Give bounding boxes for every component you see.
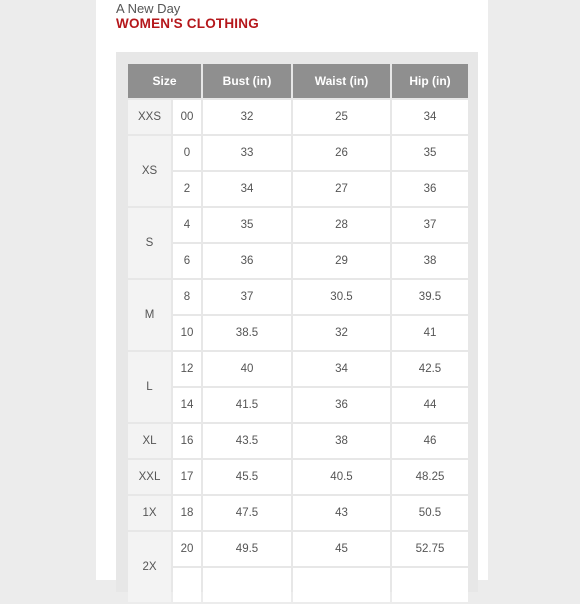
table-row [128,208,468,242]
waist-value: 36 [293,388,390,422]
bust-value: 49.5 [203,532,291,566]
bust-value: 33 [203,136,291,170]
header-bust: Bust (in) [203,64,291,98]
bust-value [203,568,291,602]
header-size: Size [128,64,201,98]
size-number: 10 [173,316,201,350]
brand-name: A New Day [116,1,181,16]
table-row [128,244,468,278]
size-chart-body [128,100,468,602]
table-row [128,496,468,530]
hip-value: 46 [392,424,468,458]
bust-value: 41.5 [203,388,291,422]
hip-value: 50.5 [392,496,468,530]
waist-value: 34 [293,352,390,386]
size-number: 8 [173,280,201,314]
size-label: XL [128,424,171,458]
table-row [128,100,468,134]
hip-value: 37 [392,208,468,242]
bust-value: 36 [203,244,291,278]
size-label: XXS [128,100,171,134]
waist-value: 28 [293,208,390,242]
size-chart-table [126,62,470,604]
size-label: S [128,208,171,278]
size-number: 6 [173,244,201,278]
size-label: 2X [128,532,171,602]
table-row [128,424,468,458]
bust-value: 37 [203,280,291,314]
size-number: 16 [173,424,201,458]
bust-value: 45.5 [203,460,291,494]
waist-value: 25 [293,100,390,134]
waist-value: 29 [293,244,390,278]
table-row [128,280,468,314]
hip-value: 41 [392,316,468,350]
waist-value: 43 [293,496,390,530]
bust-value: 40 [203,352,291,386]
header-hip: Hip (in) [392,64,468,98]
bust-value: 47.5 [203,496,291,530]
bust-value: 43.5 [203,424,291,458]
size-number: 17 [173,460,201,494]
table-row [128,532,468,566]
waist-value: 26 [293,136,390,170]
table-row [128,388,468,422]
waist-value: 32 [293,316,390,350]
hip-value: 38 [392,244,468,278]
size-number: 00 [173,100,201,134]
size-number: 2 [173,172,201,206]
hip-value: 34 [392,100,468,134]
page-title: WOMEN'S CLOTHING [116,16,259,31]
hip-value: 39.5 [392,280,468,314]
hip-value: 52.75 [392,532,468,566]
size-number: 0 [173,136,201,170]
size-label: XXL [128,460,171,494]
header-waist: Waist (in) [293,64,390,98]
bust-value: 35 [203,208,291,242]
table-row [128,568,468,602]
size-label: M [128,280,171,350]
waist-value: 27 [293,172,390,206]
size-number: 12 [173,352,201,386]
size-number: 4 [173,208,201,242]
table-row [128,136,468,170]
waist-value: 45 [293,532,390,566]
bust-value: 38.5 [203,316,291,350]
hip-value: 42.5 [392,352,468,386]
hip-value [392,568,468,602]
table-row [128,352,468,386]
hip-value: 36 [392,172,468,206]
size-number: 14 [173,388,201,422]
size-number: 20 [173,532,201,566]
waist-value: 38 [293,424,390,458]
size-label: XS [128,136,171,206]
size-chart-panel [116,52,478,592]
table-row [128,460,468,494]
table-row [128,316,468,350]
waist-value: 40.5 [293,460,390,494]
table-row [128,172,468,206]
waist-value: 30.5 [293,280,390,314]
bust-value: 32 [203,100,291,134]
size-label: L [128,352,171,422]
hip-value: 44 [392,388,468,422]
size-number [173,568,201,602]
hip-value: 35 [392,136,468,170]
bust-value: 34 [203,172,291,206]
size-label: 1X [128,496,171,530]
size-number: 18 [173,496,201,530]
waist-value [293,568,390,602]
header-row [128,64,468,98]
size-chart-page [96,0,488,580]
hip-value: 48.25 [392,460,468,494]
